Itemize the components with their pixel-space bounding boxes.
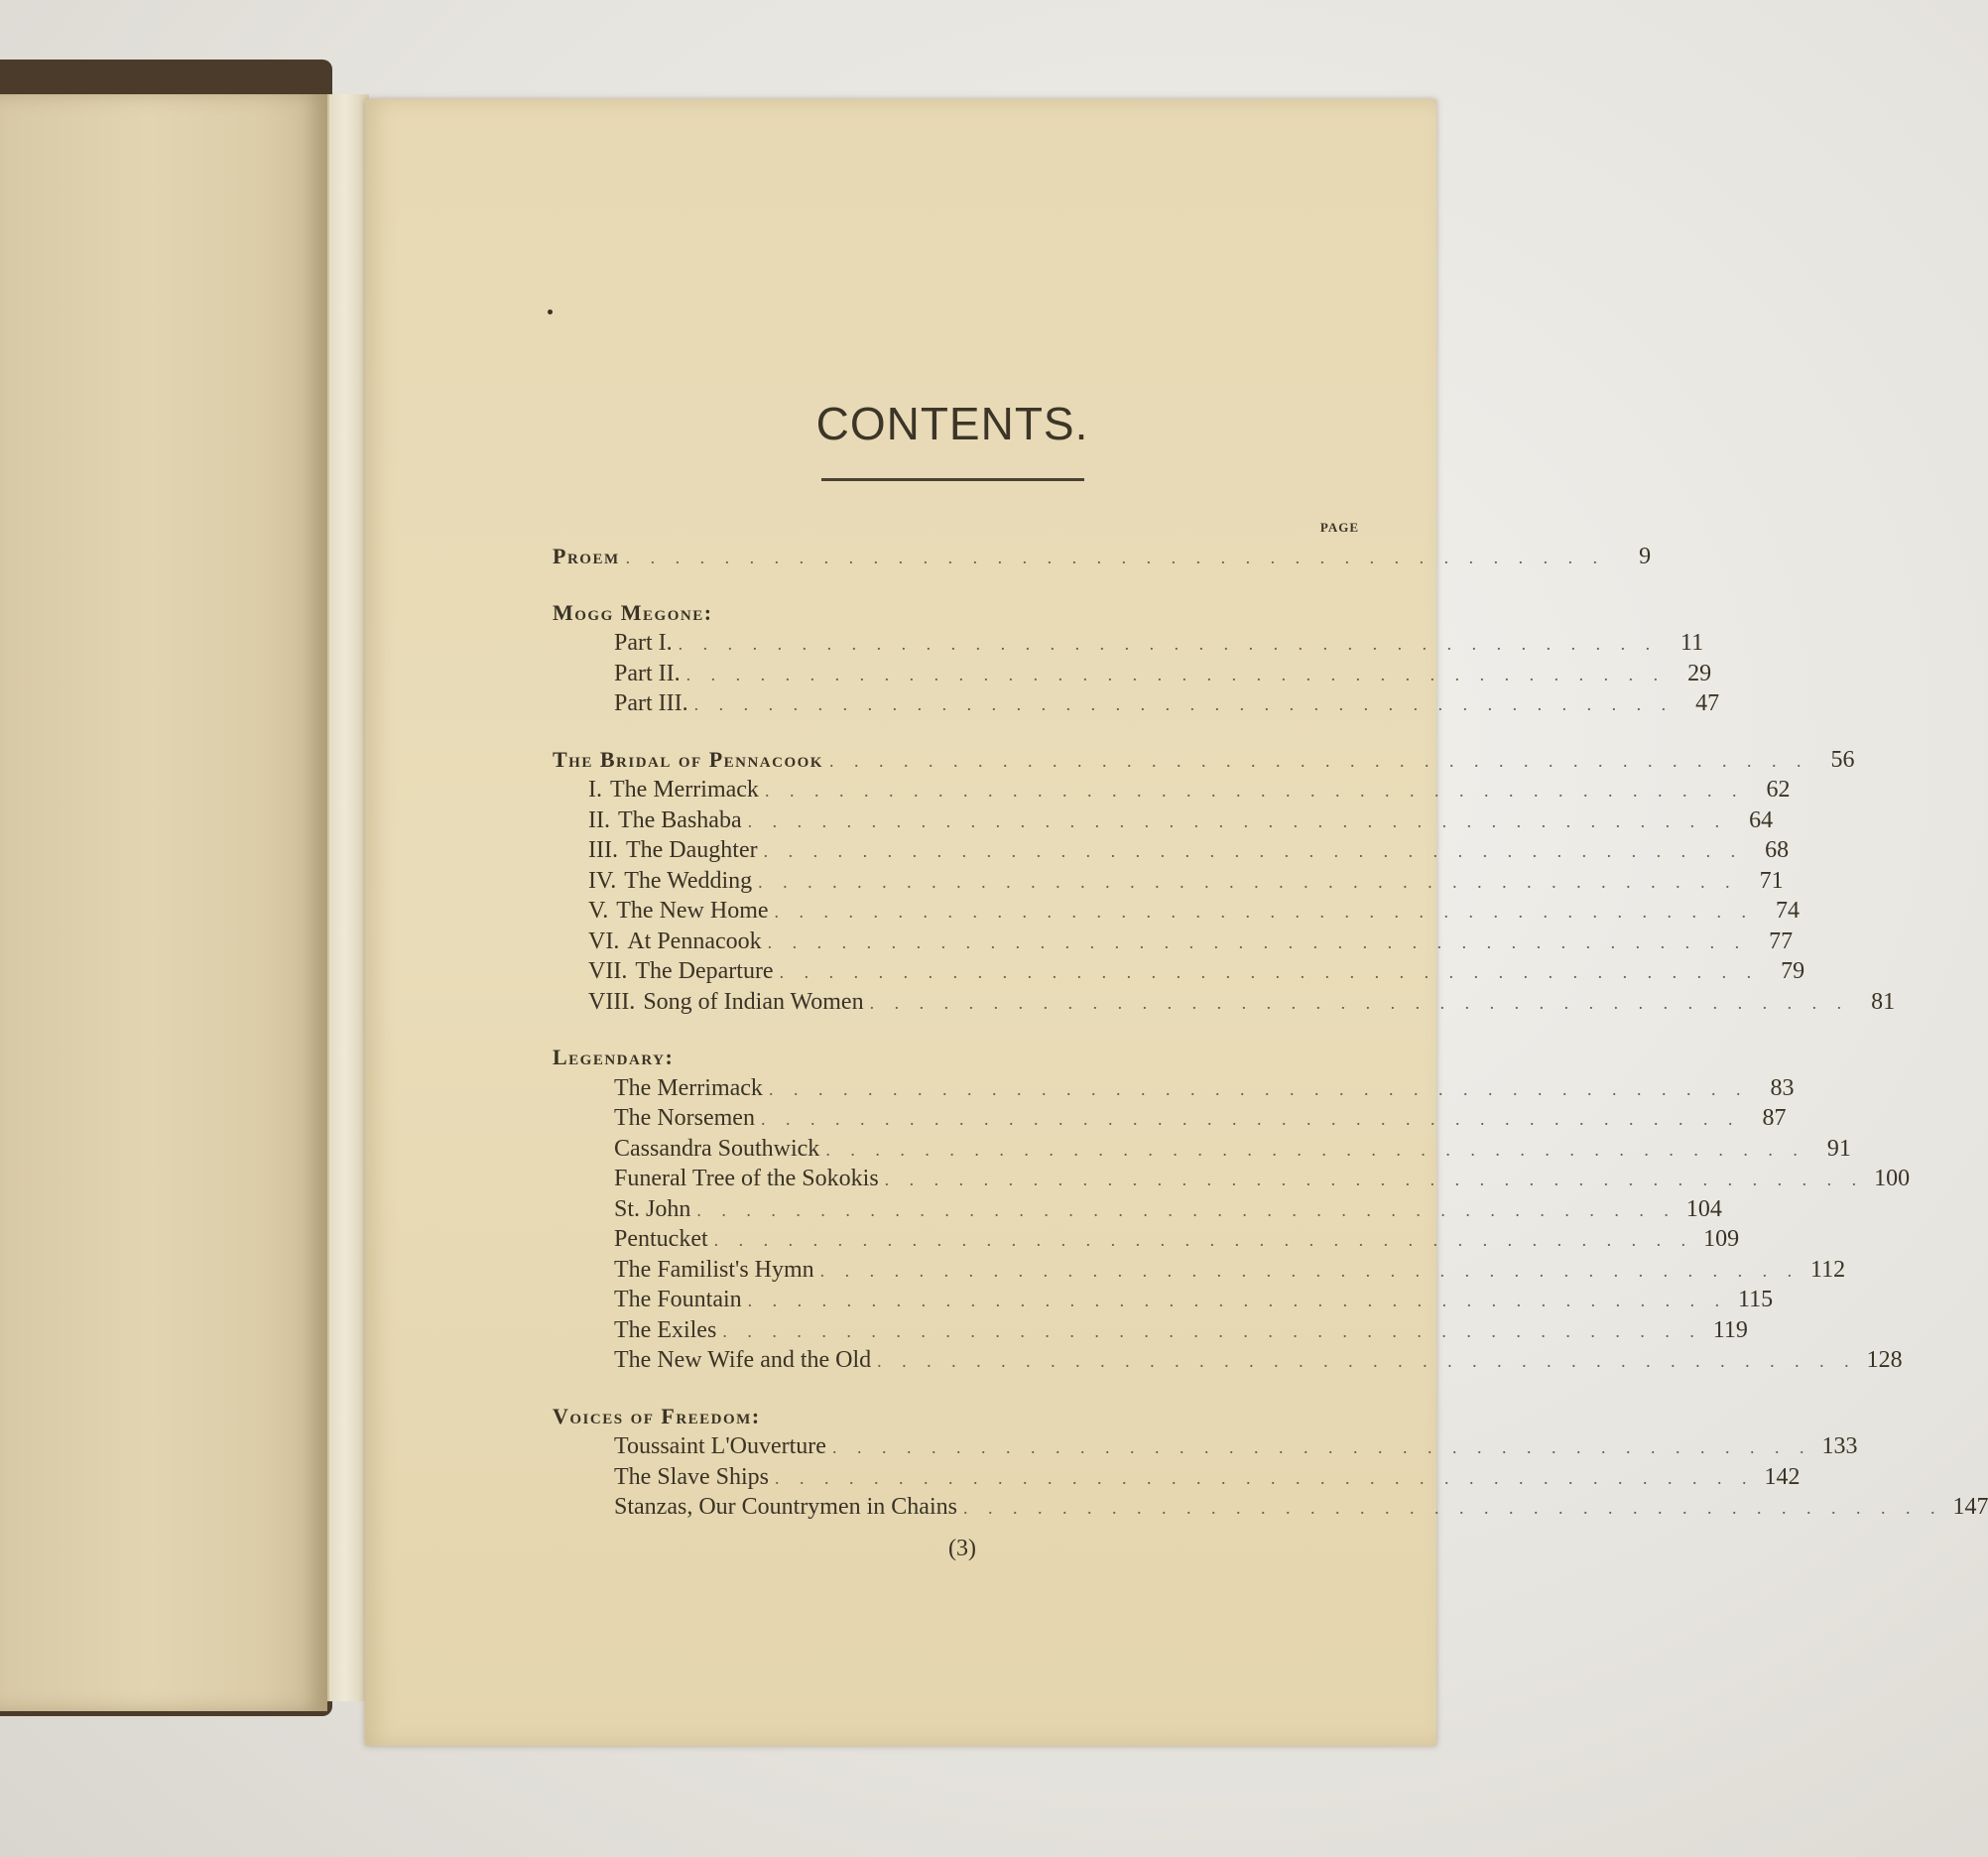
toc-entry-page-number: 64 [1749, 806, 1774, 833]
leader-dots: . . . . . . . . . . . . . . . . . . . . . . . . . . . . . . . . . . . . . . . . [696, 1199, 1677, 1220]
toc-entry[interactable] [553, 1463, 1801, 1495]
toc-entry-page-number: 128 [1866, 1347, 1903, 1373]
toc-entry[interactable] [553, 1287, 1774, 1317]
leader-dots: . . . . . . . . . . . . . . . . . . . . . . . . . . . . . . . . . . . . . . . . [685, 664, 1667, 684]
toc-entry-title: Pentucket [614, 1226, 708, 1252]
toc-entry[interactable] [553, 1105, 1787, 1136]
toc-section-heading[interactable] [553, 746, 1855, 778]
leader-dots: . . . . . . . . . . . . . . . . . . . . . . . . . . . . . . . . . . . . . . . . [763, 841, 1744, 861]
toc-entry-title: The New Home [616, 898, 769, 924]
toc-entry-title: The Slave Ships [614, 1463, 769, 1490]
toc-entry[interactable] [553, 1316, 1748, 1348]
toc-entry-title: Cassandra Southwick [614, 1135, 820, 1162]
toc-entry-page-number: 77 [1769, 928, 1794, 954]
toc-entry-numeral: II. [588, 806, 610, 833]
toc-entry-title: The Familist's Hymn [614, 1256, 814, 1283]
section-title: The Bridal of Pennacook [553, 746, 823, 772]
leader-dots: . . . . . . . . . . . . . . . . . . . . . . . . . . . . . . . . . . . . . . . . [722, 1320, 1702, 1341]
section-gap [553, 721, 1366, 747]
section-gap [553, 1378, 1366, 1404]
toc-entry-title: The Norsemen [614, 1105, 755, 1131]
toc-entry-page-number: 62 [1766, 777, 1791, 803]
leader-dots: . . . . . . . . . . . . . . . . . . . . . . . . . . . . . . . . . . . . . . . . [768, 1078, 1749, 1099]
toc-entry-title: St. John [614, 1195, 691, 1222]
toc-entry-title: Part III. [614, 690, 688, 716]
leader-dots: . . . . . . . . . . . . . . . . . . . . . . . . . . . . . . . . . . . . . . . . [831, 1437, 1812, 1457]
leader-dots: . . . . . . . . . . . . . . . . . . . . . . . . . . . . . . . . . . . . . . . . [713, 1230, 1694, 1250]
leader-dots: . . . . . . . . . . . . . . . . . . . . . . . . . . . . . . . . . . . . . . . . [775, 1467, 1755, 1488]
toc-entry[interactable] [553, 1195, 1722, 1227]
toc-entry-page-number: 147 [1952, 1494, 1988, 1520]
page-column-label: PAGE [1319, 520, 1359, 535]
leader-dots: . . . . . . . . . . . . . . . . . . . . . . . . . . . . . . . . . . . . . . . . [774, 902, 1755, 922]
toc-entry-title: The New Wife and the Old [614, 1347, 872, 1373]
toc-entry-page-number: 100 [1874, 1166, 1911, 1191]
toc-entry-page-number: 68 [1765, 837, 1790, 863]
toc-entry-page-number: 87 [1762, 1105, 1787, 1131]
leader-dots: . . . . . . . . . . . . . . . . . . . . . . . . . . . . . . . . . . . . . . . . [828, 750, 1809, 771]
leader-dots: . . . . . . . . . . . . . . . . . . . . . . . . . . . . . . . . . . . . . . . . [625, 548, 1606, 567]
toc-entry-page-number: 142 [1764, 1463, 1801, 1490]
toc-entry-title: At Pennacook [627, 928, 762, 954]
toc-entry-numeral: I. [588, 777, 602, 803]
toc-section-heading[interactable] [553, 600, 1366, 631]
section-title: Proem [553, 544, 620, 568]
section-gap [553, 574, 1366, 600]
leader-dots: . . . . . . . . . . . . . . . . . . . . . . . . . . . . . . . . . . . . . . . . [747, 810, 1728, 831]
toc-entry-numeral: VI. [588, 928, 620, 954]
toc-entry[interactable] [553, 660, 1712, 691]
toc-entry-title: Song of Indian Women [643, 988, 864, 1015]
toc-entry-title: The Fountain [614, 1287, 742, 1312]
leader-dots: . . . . . . . . . . . . . . . . . . . . . . . . . . . . . . . . . . . . . . . . [825, 1139, 1805, 1160]
toc-entry[interactable] [553, 690, 1720, 721]
leader-dots: . . . . . . . . . . . . . . . . . . . . . . . . . . . . . . . . . . . . . . . . [779, 962, 1760, 982]
toc-entry-title: The Merrimack [614, 1074, 763, 1101]
toc-entry-page-number: 29 [1687, 660, 1712, 686]
book-spine-gutter [327, 94, 369, 1701]
table-of-contents [553, 544, 1988, 1525]
section-page-number: 9 [1639, 544, 1652, 569]
toc-entry-numeral: VII. [588, 958, 628, 984]
leader-dots: . . . . . . . . . . . . . . . . . . . . . . . . . . . . . . . . . . . . . . . . [747, 1291, 1728, 1310]
toc-entry[interactable] [553, 1494, 1988, 1525]
toc-entry-numeral: IV. [588, 867, 617, 894]
leader-dots: . . . . . . . . . . . . . . . . . . . . . . . . . . . . . . . . . . . . . . . . [758, 871, 1738, 892]
ink-speck [548, 310, 553, 314]
toc-section-heading[interactable] [553, 544, 1652, 574]
toc-entry-title: Stanzas, Our Countrymen in Chains [614, 1494, 957, 1520]
toc-entry[interactable] [553, 958, 1805, 989]
toc-entry-page-number: 11 [1680, 630, 1704, 656]
toc-entry-title: Funeral Tree of the Sokokis [614, 1166, 879, 1191]
toc-entry-title: Part II. [614, 660, 681, 686]
toc-entry[interactable] [553, 1226, 1740, 1257]
leader-dots: . . . . . . . . . . . . . . . . . . . . . . . . . . . . . . . . . . . . . . . . [884, 1170, 1865, 1189]
toc-entry-page-number: 109 [1703, 1226, 1740, 1252]
section-title: Mogg Megone: [553, 599, 713, 625]
toc-entry-page-number: 81 [1871, 988, 1896, 1015]
toc-entry-title: The Wedding [624, 867, 753, 894]
toc-entry-numeral: VIII. [588, 988, 636, 1015]
left-page [0, 94, 327, 1711]
toc-entry-page-number: 115 [1738, 1287, 1774, 1312]
toc-entry[interactable] [553, 806, 1774, 838]
toc-entry-page-number: 83 [1770, 1074, 1795, 1101]
toc-entry-page-number: 119 [1712, 1316, 1748, 1343]
toc-entry[interactable] [553, 1074, 1795, 1106]
leader-dots: . . . . . . . . . . . . . . . . . . . . . . . . . . . . . . . . . . . . . . . . [764, 781, 1745, 801]
toc-entry[interactable] [553, 867, 1784, 899]
title-rule [821, 478, 1084, 481]
leader-dots: . . . . . . . . . . . . . . . . . . . . . . . . . . . . . . . . . . . . . . . . [767, 931, 1748, 952]
toc-entry[interactable] [553, 777, 1791, 807]
toc-entry[interactable] [553, 630, 1704, 661]
toc-entry-page-number: 133 [1821, 1433, 1858, 1459]
leader-dots: . . . . . . . . . . . . . . . . . . . . . . . . . . . . . . . . . . . . . . . . [877, 1351, 1857, 1371]
toc-entry[interactable] [553, 1166, 1911, 1196]
toc-entry-title: The Daughter [625, 837, 758, 863]
toc-entry[interactable] [553, 1135, 1851, 1167]
toc-entry-title: The Departure [635, 958, 774, 984]
toc-entry[interactable] [553, 1433, 1858, 1464]
toc-entry-page-number: 74 [1776, 898, 1801, 924]
toc-section-heading[interactable] [553, 1045, 1366, 1075]
toc-entry[interactable] [553, 988, 1896, 1020]
toc-entry-page-number: 91 [1826, 1135, 1851, 1162]
toc-entry-title: Part I. [614, 630, 673, 656]
leader-dots: . . . . . . . . . . . . . . . . . . . . . . . . . . . . . . . . . . . . . . . . [760, 1109, 1741, 1129]
toc-entry-title: The Exiles [614, 1316, 717, 1343]
section-page-number: 56 [1830, 746, 1855, 773]
section-gap [553, 1019, 1366, 1045]
leader-dots: . . . . . . . . . . . . . . . . . . . . . . . . . . . . . . . . . . . . . . . . [678, 634, 1659, 654]
toc-entry-title: The Merrimack [610, 777, 759, 803]
toc-entry-numeral: V. [588, 898, 609, 924]
leader-dots: . . . . . . . . . . . . . . . . . . . . . . . . . . . . . . . . . . . . . . . . [693, 694, 1675, 714]
toc-entry[interactable] [553, 1256, 1846, 1288]
leader-dots: . . . . . . . . . . . . . . . . . . . . . . . . . . . . . . . . . . . . . . . . [962, 1498, 1943, 1518]
toc-entry[interactable] [553, 928, 1794, 959]
toc-entry-page-number: 71 [1759, 867, 1784, 894]
toc-entry-page-number: 79 [1781, 958, 1805, 984]
page-number: (3) [948, 1536, 976, 1561]
toc-entry-page-number: 47 [1695, 690, 1720, 716]
leader-dots: . . . . . . . . . . . . . . . . . . . . . . . . . . . . . . . . . . . . . . . . [869, 992, 1850, 1013]
leader-dots: . . . . . . . . . . . . . . . . . . . . . . . . . . . . . . . . . . . . . . . . [819, 1260, 1801, 1281]
toc-entry-page-number: 104 [1685, 1195, 1722, 1222]
toc-entry[interactable] [553, 837, 1790, 868]
toc-entry[interactable] [553, 1347, 1903, 1378]
toc-entry-numeral: III. [588, 837, 618, 863]
toc-entry-title: The Bashaba [617, 806, 742, 833]
section-title: Legendary: [553, 1045, 675, 1069]
toc-entry-page-number: 112 [1810, 1256, 1846, 1283]
page-title: CONTENTS. [815, 398, 1089, 449]
section-title: Voices of Freedom: [553, 1403, 761, 1428]
toc-entry-title: Toussaint L'Ouverture [614, 1433, 826, 1459]
toc-section-heading[interactable] [553, 1404, 1366, 1434]
toc-entry[interactable] [553, 898, 1801, 928]
